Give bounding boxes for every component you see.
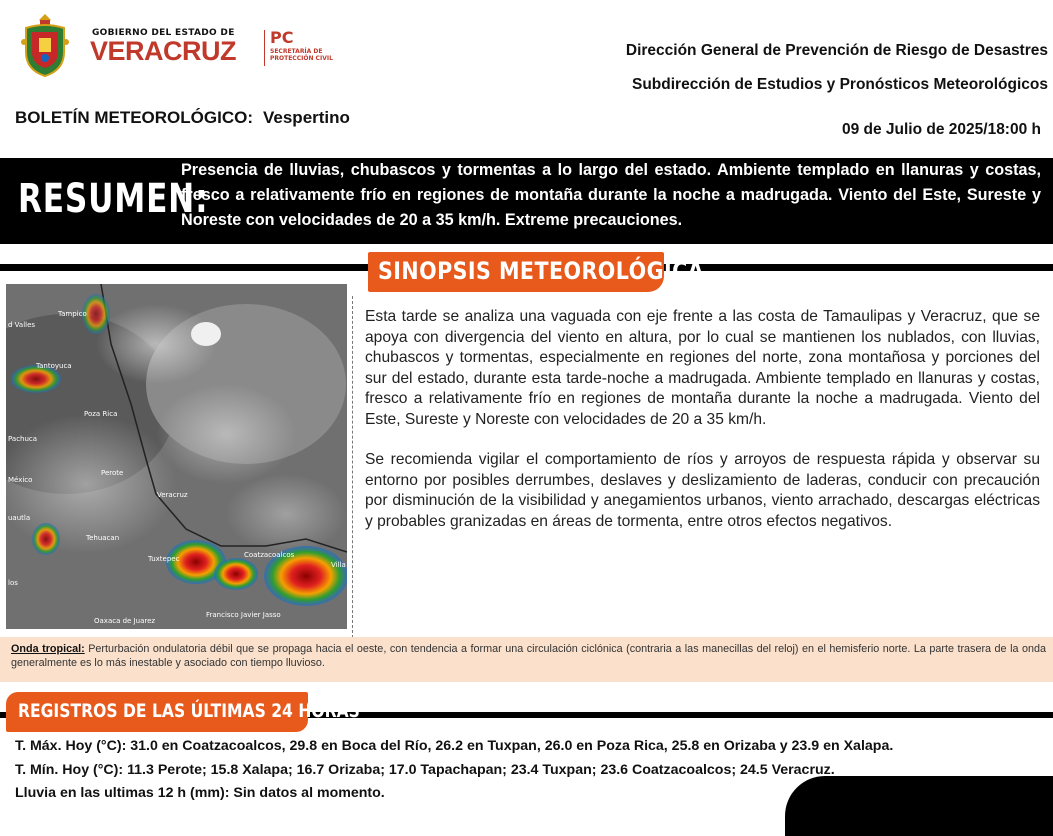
registro-tmax: T. Máx. Hoy (°C): 31.0 en Coatzacoalcos, 29.8 en Boca del Río, 26.2 en Tuxpan, 26.0 en Poza Rica, 25.8 en Orizaba y 23.9 en Xalapa. — [15, 738, 894, 754]
org-line-1: Dirección General de Prevención de Riesgo de Desastres — [625, 42, 1048, 59]
map-label: d Valles — [8, 321, 36, 329]
map-label: Coatzacoalcos — [244, 551, 295, 559]
header-logos — [20, 12, 350, 82]
map-label: Veracruz — [157, 491, 188, 499]
registro-lluvia: Lluvia en las ultimas 12 h (mm): Sin datos al momento. — [15, 785, 385, 801]
map-label: Tampico — [58, 310, 87, 318]
bulletin-title — [15, 108, 350, 128]
registros-title: REGISTROS DE LAS ÚLTIMAS 24 HORAS — [18, 700, 360, 722]
map-label: Oaxaca de Juarez — [94, 617, 156, 625]
bulletin-label: BOLETÍN METEOROLÓGICO: — [15, 108, 253, 127]
synopsis-text — [365, 307, 1040, 552]
synopsis-paragraph-1: Esta tarde se analiza una vaguada con eje frente a las costa de Tamaulipas y Veracruz, que se apoya con divergencia del viento en altura, por lo cual se mantienen los nublados, con lluvias, chubascos y tormentas, especialmente en regiones del norte, zona montañosa y porciones del sur del estado, durante esta tarde-noche a madrugada. Ambiente templado en llanuras y costas, fresco a relativamente frío en regiones de montaña durante la noche a madrugada. Viento del Este, Sureste y Noreste con velocidades de 20 a 35 km/h. — [365, 308, 1040, 428]
map-label: Tuxtepec — [148, 555, 180, 563]
pc-label-2: PROTECCIÓN CIVIL — [270, 55, 333, 62]
bulletin-type: Vespertino — [263, 108, 350, 127]
map-label: Tehuacan — [86, 534, 120, 542]
logo-divider — [264, 30, 265, 66]
synopsis-paragraph-2: Se recomienda vigilar el comportamiento de ríos y arroyos de respuesta rápida y observar su entorno por posibles derrumbes, deslaves y deslizamiento de laderas, conducir con precaución por disminución de la visibilidad y anegamientos urbanos, viento arrachado, descargas eléctricas y probables granizadas en áreas de tormenta, entre otros efectos negativos. — [365, 451, 1040, 530]
map-label: Poza Rica — [84, 410, 118, 418]
map-label: Tantoyuca — [36, 362, 72, 370]
resumen-text: Presencia de lluvias, chubascos y tormentas a lo largo del estado. Ambiente templado en llanuras y costas, fresco a relativamente frío en regiones de montaña durante la noche a madrugada. Viento del Este, Sureste y Noreste con velocidades de 20 a 35 km/h. Extreme precauciones. — [181, 161, 1041, 229]
onda-description: Perturbación ondulatoria débil que se propaga hacia el oeste, con tendencia a formar una circulación ciclónica (contraria a las manecillas del reloj) en el hemisferio norte. La parte trasera de la onda generalmente es lo más inestable y asociado con tiempo lluvioso. — [11, 643, 1046, 669]
footer-decoration — [785, 776, 1053, 836]
resumen-label: RESUMEN: — [18, 176, 209, 222]
veracruz-wordmark: VERACRUZ — [90, 36, 237, 66]
map-label: Villa — [331, 561, 346, 569]
map-label: Perote — [101, 469, 124, 477]
map-label: México — [8, 476, 33, 484]
onda-label: Onda tropical: — [11, 643, 85, 655]
coat-of-arms-icon — [20, 12, 70, 78]
pc-logo: PC — [270, 28, 294, 47]
sinopsis-title: SINOPSIS METEOROLÓGICA — [378, 257, 705, 285]
gov-label: GOBIERNO DEL ESTADO DE — [92, 28, 235, 38]
map-label: uautla — [8, 514, 31, 522]
org-line-2: Subdirección de Estudios y Pronósticos Meteorológicos — [632, 76, 1048, 93]
synopsis-divider — [352, 296, 353, 638]
map-label: Pachuca — [8, 435, 38, 443]
pc-label-1: SECRETARÍA DE — [270, 48, 323, 55]
map-label: Francisco Javier Jasso — [206, 611, 281, 619]
registro-tmin: T. Mín. Hoy (°C): 11.3 Perote; 15.8 Xalapa; 16.7 Orizaba; 17.0 Tapachapan; 23.4 Tuxpan; 23.6 Coatzacoalcos; 24.5 Veracruz. — [15, 762, 835, 778]
onda-tropical-note — [11, 642, 1046, 670]
map-label: los — [8, 579, 18, 587]
bulletin-datetime: 09 de Julio de 2025/18:00 h — [841, 121, 1041, 138]
satellite-image — [6, 284, 347, 629]
